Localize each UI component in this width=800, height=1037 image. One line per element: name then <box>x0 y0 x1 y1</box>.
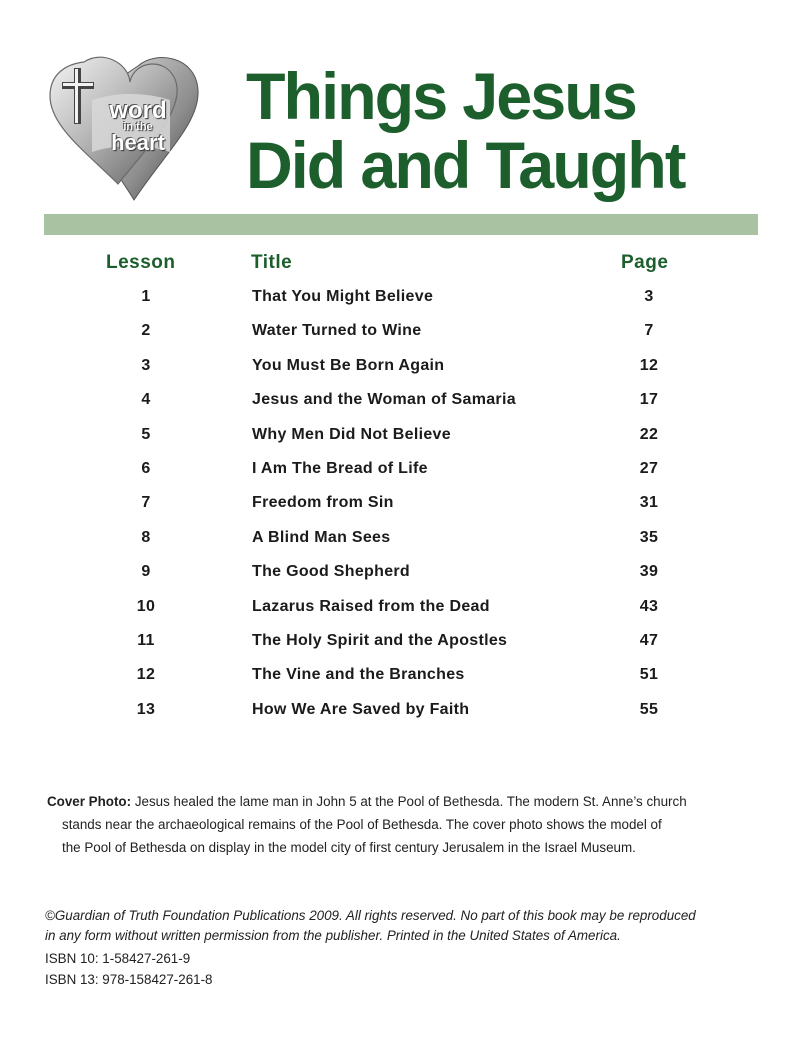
cover-photo-line-2: stands near the archaeological remains of the Pool of Bethesda. The cover photo shows the model of <box>62 817 662 832</box>
title-divider-bar <box>44 214 758 235</box>
lesson-title: The Vine and the Branches <box>252 666 465 684</box>
lesson-title: The Holy Spirit and the Apostles <box>252 631 508 649</box>
lesson-number: 3 <box>141 356 151 374</box>
column-header-page: Page <box>621 252 669 273</box>
column-header-title: Title <box>251 252 293 273</box>
cover-photo-label: Cover Photo: <box>47 794 132 809</box>
lesson-title: Lazarus Raised from the Dead <box>252 597 490 615</box>
lesson-page: 43 <box>639 597 659 615</box>
lesson-number: 5 <box>141 425 151 443</box>
table-row <box>0 563 800 597</box>
lesson-number: 1 <box>141 288 151 305</box>
lesson-page: 47 <box>639 631 659 649</box>
lesson-table <box>0 288 800 735</box>
lesson-title: That You Might Believe <box>252 288 434 305</box>
lesson-title: A Blind Man Sees <box>252 528 391 546</box>
copyright-line-2: in any form without written permission from the publisher. Printed in the United States of America. <box>45 928 621 943</box>
lesson-number: 12 <box>136 666 156 684</box>
table-row <box>0 357 800 391</box>
lesson-number: 7 <box>141 494 151 512</box>
copyright-notice <box>45 906 765 946</box>
lesson-page: 39 <box>639 563 659 581</box>
lesson-page: 17 <box>639 391 659 409</box>
table-row <box>0 529 800 563</box>
page-title <box>246 59 685 202</box>
lesson-number: 8 <box>141 528 151 546</box>
lesson-page: 27 <box>639 459 659 477</box>
table-row <box>0 632 800 666</box>
lesson-number: 6 <box>141 459 151 477</box>
page-title-line-1: Things Jesus <box>246 59 636 133</box>
lesson-page: 35 <box>639 528 659 546</box>
cover-photo-line-3: the Pool of Bethesda on display in the model city of first century Jerusalem in the Israel Museum. <box>62 840 636 855</box>
isbn-10: ISBN 10: 1-58427-261-9 <box>45 951 191 966</box>
lesson-title: How We Are Saved by Faith <box>252 700 470 718</box>
table-row <box>0 426 800 460</box>
table-row <box>0 322 800 356</box>
table-row <box>0 460 800 494</box>
logo-heart: heart <box>111 130 165 155</box>
lesson-page: 51 <box>639 666 659 684</box>
lesson-page: 55 <box>639 700 659 718</box>
copyright-line-1: ©Guardian of Truth Foundation Publications 2009. All rights reserved. No part of this book may be reproduced <box>45 908 696 923</box>
lesson-title: Freedom from Sin <box>252 494 394 512</box>
lesson-title: The Good Shepherd <box>252 563 410 581</box>
page-title-line-2: Did and Taught <box>246 128 685 202</box>
lesson-page: 7 <box>644 322 654 340</box>
table-row <box>0 391 800 425</box>
cover-photo-line-1: Jesus healed the lame man in John 5 at the Pool of Bethesda. The modern St. Anne’s church <box>134 794 687 809</box>
lesson-number: 10 <box>136 597 156 615</box>
lesson-number: 4 <box>141 391 151 409</box>
lesson-title: Why Men Did Not Believe <box>252 425 451 443</box>
lesson-title: I Am The Bread of Life <box>252 459 428 477</box>
table-row <box>0 701 800 735</box>
lesson-page: 12 <box>639 356 659 374</box>
lesson-title: Water Turned to Wine <box>252 322 422 340</box>
logo-word: word <box>109 97 167 124</box>
cover-photo-note <box>47 790 767 859</box>
lesson-number: 13 <box>136 700 156 718</box>
table-row <box>0 494 800 528</box>
lesson-page: 3 <box>644 288 654 305</box>
lesson-title: Jesus and the Woman of Samaria <box>252 391 516 409</box>
lesson-page: 31 <box>639 494 659 512</box>
table-row <box>0 598 800 632</box>
lesson-number: 9 <box>141 563 151 581</box>
word-in-the-heart-logo <box>46 52 206 204</box>
logo-in-the: in the <box>123 121 153 133</box>
isbn-13: ISBN 13: 978-158427-261-8 <box>45 972 213 987</box>
lesson-number: 11 <box>137 631 155 649</box>
lesson-number: 2 <box>141 322 151 340</box>
table-row <box>0 288 800 322</box>
lesson-page: 22 <box>639 425 659 443</box>
table-row <box>0 666 800 700</box>
lesson-title: You Must Be Born Again <box>252 356 445 374</box>
column-header-lesson: Lesson <box>106 252 176 273</box>
